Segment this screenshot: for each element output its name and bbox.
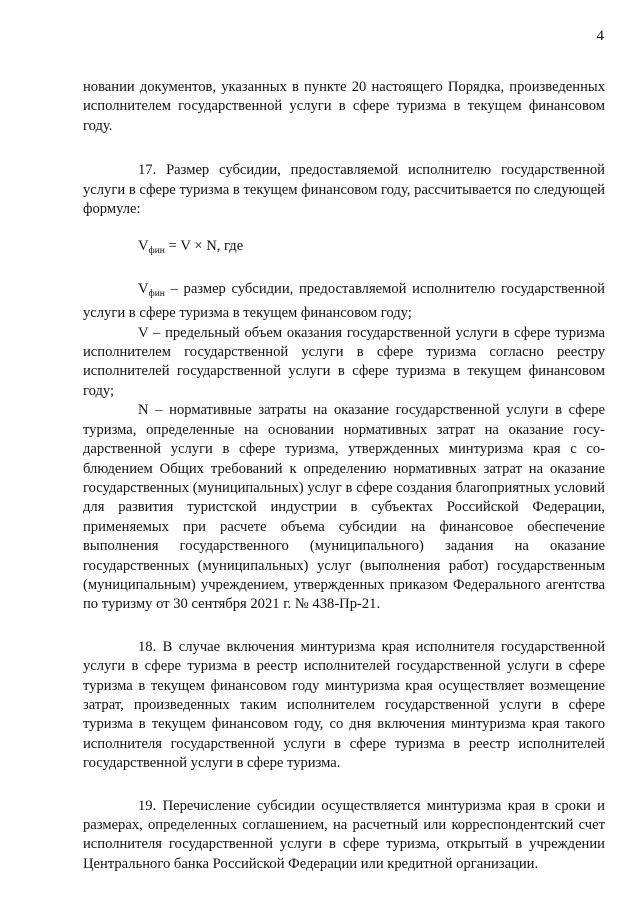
definition-vfin-text: – размер субсидии, предоставляемой исполнителю государственной услуги в сфере туризма в текущем финансовом году; — [83, 280, 605, 322]
document-body — [83, 78, 605, 874]
page-number: 4 — [596, 28, 604, 44]
definition-vfin — [83, 280, 605, 324]
subsidy-formula — [83, 237, 605, 261]
definition-n: N – нормативные затраты на оказание государственной услуги в сфере туризма, определенные на основании нормативных затрат на оказание государственной услуги в сфере туризма, утвержденных минтуризма края с соблюдением Общих требований к определению нормативных затрат на оказание государственных (муниципальных) услуг в сфере создания благоприятных условий для развития туристской индустрии в субъектах Российской Федерации, применяемых при расчете объема субсидии на финансовое обеспечение выполнения государственного (муниципального) задания на оказание государственных (муниципальных) услуг (выполнения работ) государственным (муниципальным) учреждением, утвержденных приказом Федерального агентства по туризму от 30 сентября 2021 г. № 438-Пр-21. — [83, 402, 605, 613]
definition-vfin-subscript: фин — [148, 288, 165, 299]
paragraph-18: 18. В случае включения минтуризма края исполнителя государственной услуги в сфере туризма в реестр исполнителей государственной услуги в сфере туризма в текущем финансовом году минтуризма края осуществляет возмещение затрат, произведенных таким исполнителем государственной услуги в сфере туризма в текущем финансовом году, со дня включения минтуризма края такого исполнителя государственной услуги в сфере туризма в реестр исполнителей государственной услуги в сфере туризма. — [83, 638, 605, 772]
paragraph-17: 17. Размер субсидии, предоставляемой исполнителю государственной услуги в сфере туризма в текущем финансовом году, рассчитывается по следующей формуле: — [83, 162, 605, 218]
definition-v: V – предельный объем оказания государственной услуги в сфере туризма исполнителем государственной услуги в сфере туризма согласно реестру исполнителей государственной услуги в сфере туризма в текущем финансовом году; — [83, 324, 605, 399]
formula-rhs: = V × N, где — [164, 238, 244, 255]
formula-lhs-symbol: V — [138, 238, 149, 255]
paragraph-19: 19. Перечисление субсидии осуществляется минтуризма края в сроки и размерах, определенных соглашением, на расчетный или корреспондентский счет исполнителя государственной услуги в сфере туризма, открытый в учреждении Центрального банка Российской Федерации или кредитной организации. — [83, 797, 605, 872]
definition-vfin-symbol: V — [138, 280, 149, 297]
paragraph-continuation: новании документов, указанных в пункте 20 настоящего Порядка, произведенных исполнителем государственной услуги в сфере туризма в текущем финансовом году. — [83, 79, 605, 134]
formula-lhs-subscript: фин — [148, 246, 165, 257]
